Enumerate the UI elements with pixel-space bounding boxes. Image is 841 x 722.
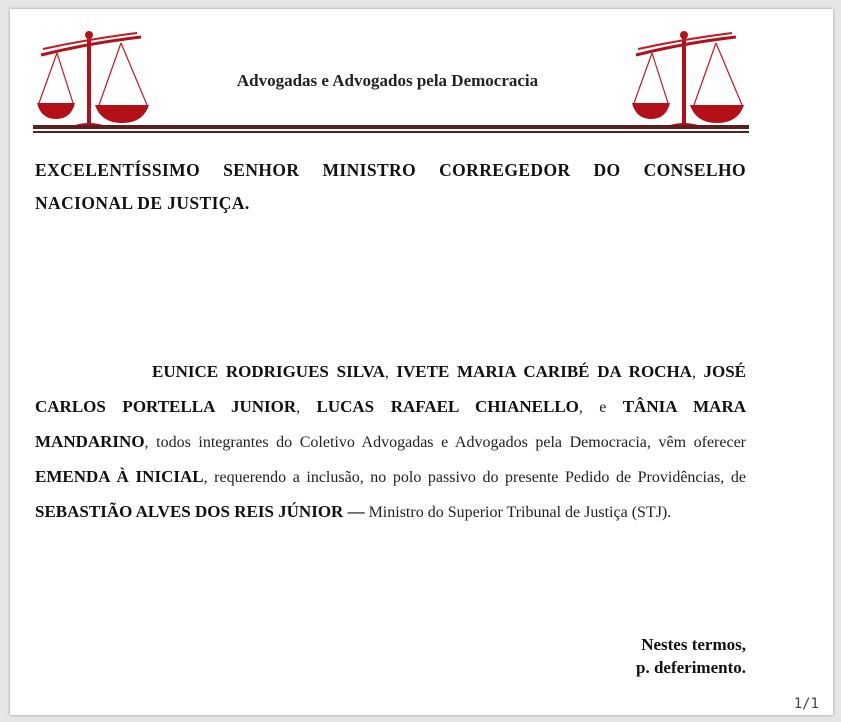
separator: , bbox=[296, 399, 317, 416]
header-rule bbox=[33, 125, 749, 129]
scales-of-justice-icon bbox=[628, 29, 748, 133]
addressee-heading: EXCELENTÍSSIMO SENHOR MINISTRO CORREGEDOR DO CONSELHO NACIONAL DE JUSTIÇA. bbox=[35, 160, 746, 213]
petitioner-name: LUCAS RAFAEL CHIANELLO bbox=[316, 397, 579, 416]
action-title: EMENDA À INICIAL bbox=[35, 467, 204, 486]
closing-block bbox=[636, 633, 746, 679]
organization-name: Advogadas e Advogados pela Democracia bbox=[236, 71, 539, 90]
closing-line: Nestes termos, bbox=[641, 635, 746, 654]
respondent-name: SEBASTIÃO ALVES DOS REIS JÚNIOR — bbox=[35, 502, 365, 521]
paragraph-text: , requerendo a inclusão, no polo passivo do presente Pedido de Providências, de bbox=[203, 469, 746, 486]
petition-paragraph bbox=[35, 355, 746, 530]
paragraph-text: Ministro do Superior Tribunal de Justiça (STJ). bbox=[364, 504, 672, 521]
page-counter: 1/1 bbox=[793, 696, 819, 712]
separator: , bbox=[691, 364, 704, 381]
separator: , e bbox=[578, 399, 623, 416]
petitioner-name: EUNICE RODRIGUES SILVA bbox=[152, 362, 385, 381]
petitioner-name: TÂNIA MARA MANDARINO bbox=[35, 397, 747, 451]
paragraph-text: , todos integrantes do Coletivo Advogadas e Advogados pela Democracia, vêm oferecer bbox=[144, 434, 746, 451]
header-rule-thin bbox=[33, 131, 749, 133]
document-page bbox=[10, 9, 833, 715]
petitioner-name: IVETE MARIA CARIBÉ DA ROCHA bbox=[396, 362, 692, 381]
petitioner-name: JOSÉ CARLOS PORTELLA JUNIOR bbox=[35, 362, 747, 416]
separator: , bbox=[384, 364, 397, 381]
closing-line: p. deferimento. bbox=[635, 658, 746, 677]
